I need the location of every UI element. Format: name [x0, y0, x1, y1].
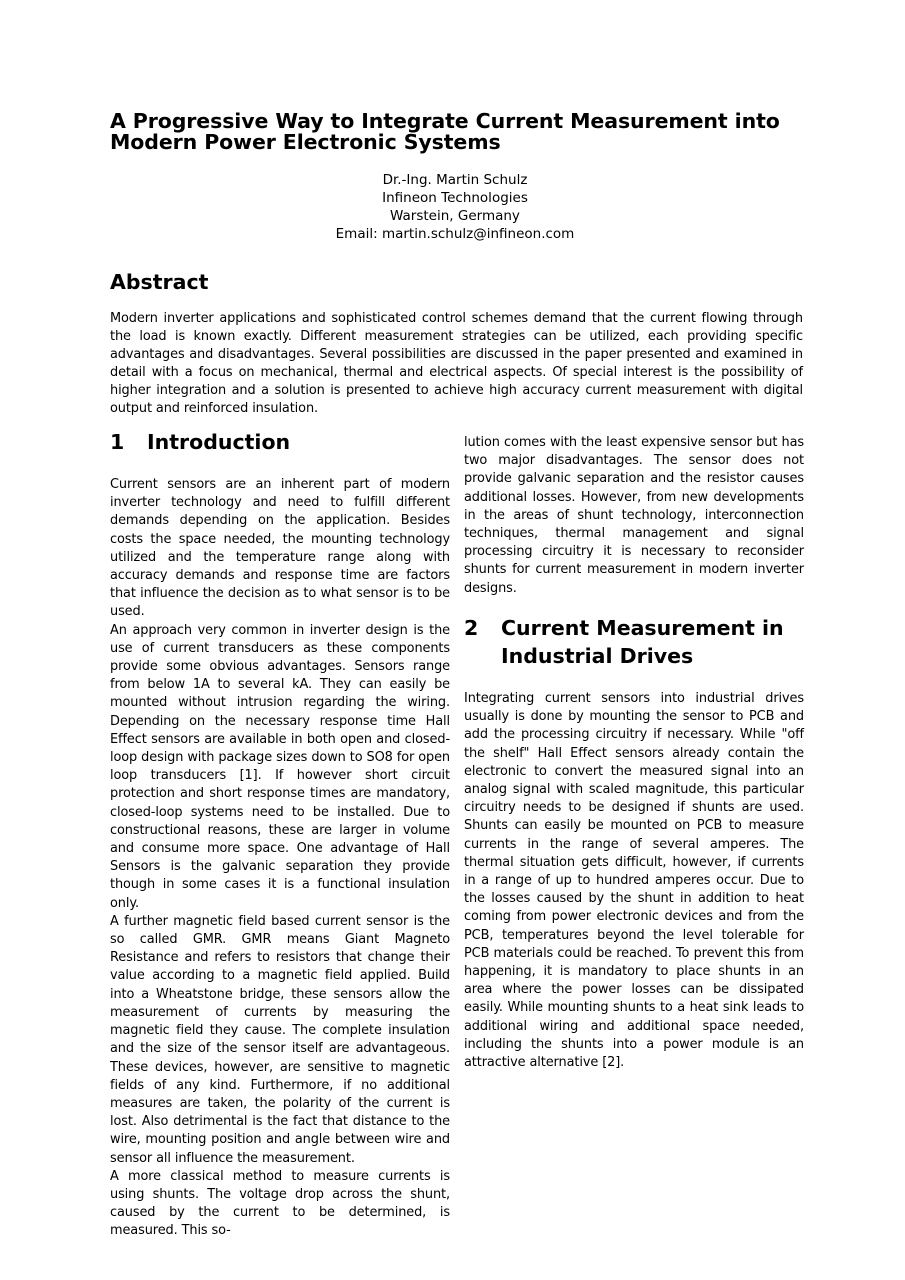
left-column [110, 476, 450, 1241]
section-2-heading [464, 614, 804, 674]
author-location: Warstein, Germany [390, 208, 520, 224]
paragraph-continuation: lution comes with the least expensive sensor but has two major disadvantages. The sensor does not provide galvanic separation and the resistor causes additional losses. However, from new developments in the areas of shunt technology, interconnection techniques, thermal management and signal processing circuitry it is necessary to reconsider shunts for current measurement in modern inverter designs. [464, 435, 804, 596]
abstract-heading: Abstract [110, 270, 209, 294]
paragraph: An approach very common in inverter design is the use of current transducers as these components provide some obvious advantages. Sensors range from below 1A to several kA. They can easily be mounted without intrusion regarding the wiring. Depending on the necessary response time Hall Effect sensors are available in both open and closed-loop design with package sizes down to SO8 for open loop transducers [1]. If however short circuit protection and short response times are mandatory, closed-loop systems need to be installed. Due to constructional reasons, these are larger in volume and consume more space. One advantage of Hall Sensors is the galvanic separation they provide though in some cases it is a functional insulation only. [110, 622, 450, 911]
right-column-top [464, 434, 804, 598]
section-title: Current Measurement in Industrial Drives [501, 616, 784, 668]
paragraph: A more classical method to measure currents is using shunts. The voltage drop across the shunt, caused by the current to be determined, is measured. This so- [110, 1168, 450, 1239]
paragraph: Integrating current sensors into industrial drives usually is done by mounting the sensor to PCB and add the processing circuitry if necessary. While "off the shelf" Hall Effect sensors already contain the electronic to convert the measured signal into an analog signal with scaled magnitude, this particular circuitry needs to be designed if shunts are used. Shunts can easily be mounted on PCB to measure currents in the range of several amperes. The thermal situation gets difficult, however, if currents in a range of up to hundred amperes occur. Due to the losses caused by the shunt in addition to heat coming from power electronic devices and from the PCB, temperatures beyond the level tolerable for PCB materials could be reached. To prevent this from happening, it is mandatory to place shunts in an area where the power losses can be dissipated easily. While mounting shunts to a heat sink leads to additional wiring and additional space needed, including the shunts into a power module is an attractive alternative [2]. [464, 691, 804, 1071]
section-number: 2 [464, 616, 479, 640]
paragraph: Current sensors are an inherent part of modern inverter technology and need to fulfill different demands depending on the application. Besides costs the space needed, the mounting technology utilized and the temperature range along with accuracy demands and response time are factors that influence the decision as to what sensor is to be used. [110, 477, 450, 620]
author-name: Dr.-Ing. Martin Schulz [382, 172, 528, 188]
section-title: Introduction [147, 430, 291, 454]
author-block [110, 171, 800, 243]
author-affiliation: Infineon Technologies [382, 190, 528, 206]
right-column-bottom [464, 690, 804, 1072]
section-number: 1 [110, 430, 125, 454]
paper-title: A Progressive Way to Integrate Current Measurement into Modern Power Electronic Systems [110, 109, 780, 154]
author-email: Email: martin.schulz@infineon.com [335, 226, 575, 242]
paragraph: A further magnetic field based current sensor is the so called GMR. GMR means Giant Magneto Resistance and refers to resistors that change their value according to a magnetic field applied. Build into a Wheatstone bridge, these sensors allow the measurement of currents by measuring the magnetic field they cause. The complete insulation and the size of the sensor itself are advantageous. These devices, however, are sensitive to magnetic fields of any kind. Furthermore, if no additional measures are taken, the polarity of the current is lost. Also detrimental is the fact that distance to the wire, mounting position and angle between wire and sensor all influence the measurement. [110, 913, 450, 1166]
abstract-text: Modern inverter applications and sophisticated control schemes demand that the current flowing through the load is known exactly. Different measurement strategies can be utilized, each providing specific advantages and disadvantages. Several possibilities are discussed in the paper presented and examined in detail with a focus on mechanical, thermal and electrical aspects. Of special interest is the possibility of higher integration and a solution is presented to achieve high accuracy current measurement with digital output and reinforced insulation. [110, 311, 803, 416]
